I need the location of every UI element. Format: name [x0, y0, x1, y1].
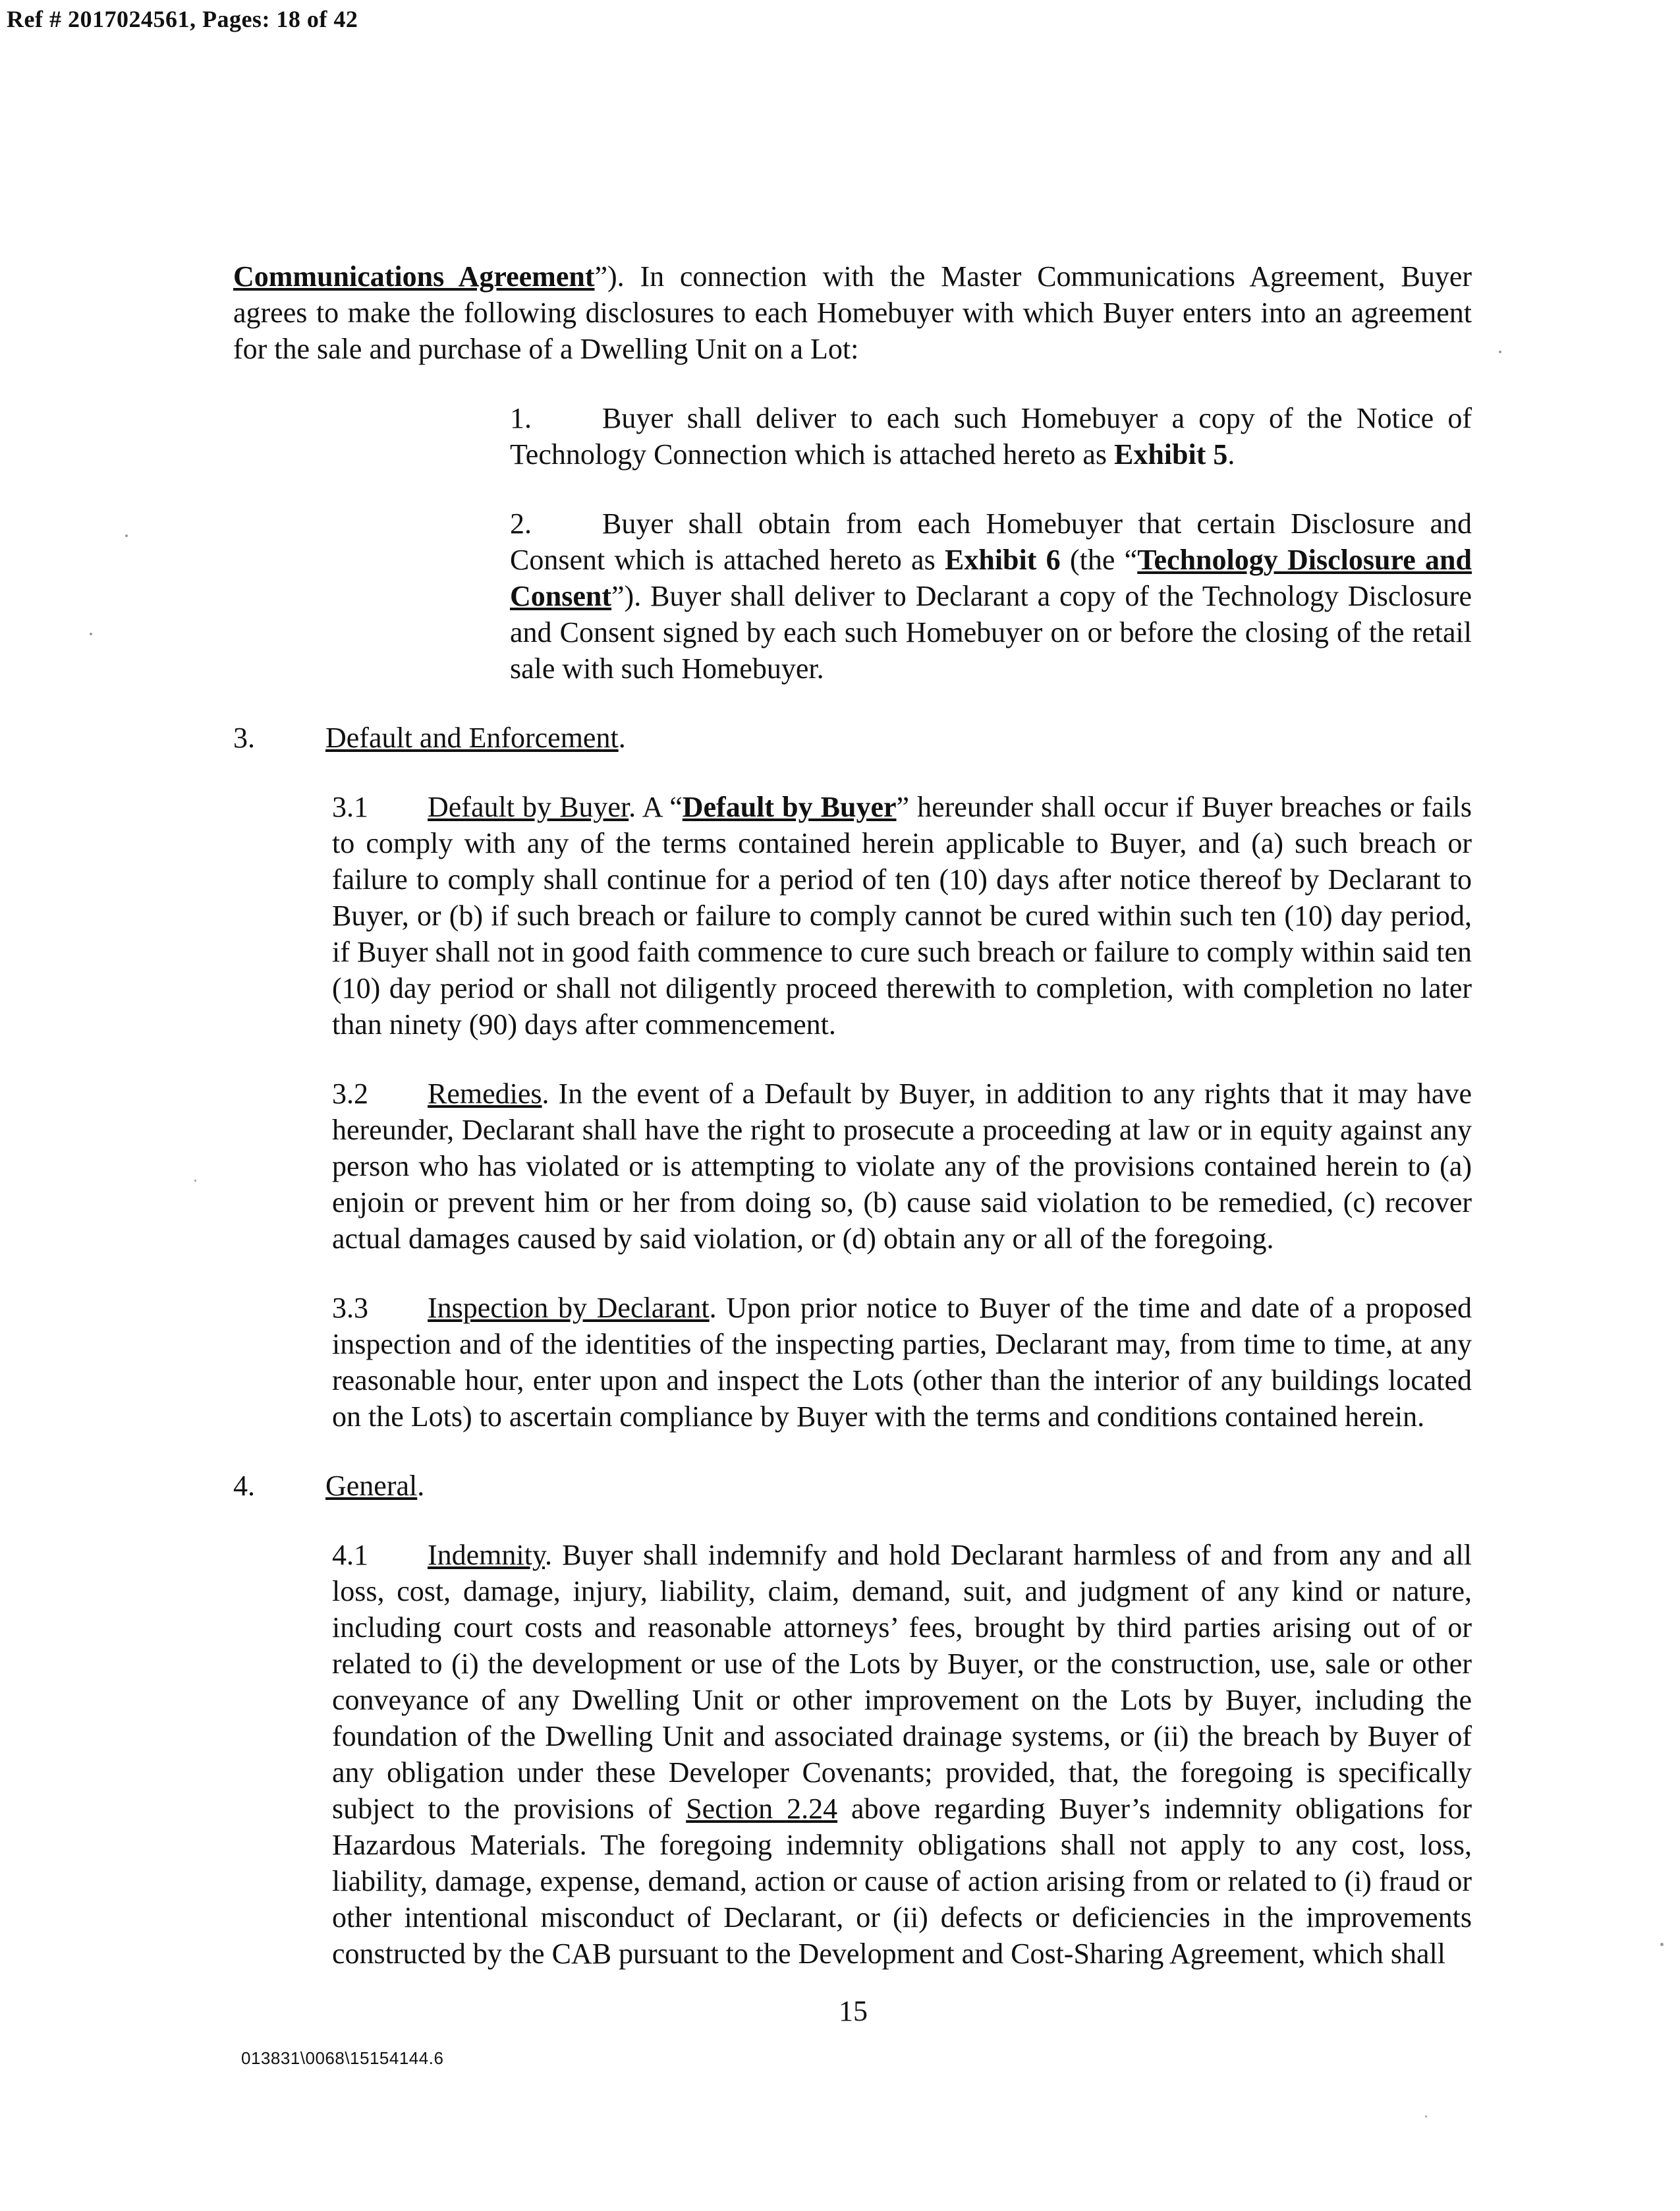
section-3-1-defined-term: Default by Buyer — [682, 791, 897, 823]
section-4-title: General — [325, 1470, 418, 1502]
item-1-exhibit: Exhibit 5 — [1113, 438, 1228, 471]
reference-header: Ref # 2017024561, Pages: 18 of 42 — [7, 6, 358, 32]
section-4-heading — [233, 1468, 1472, 1504]
scan-speck — [1499, 351, 1501, 353]
scan-speck — [90, 633, 92, 635]
section-3-number: 3. — [233, 722, 255, 754]
scan-speck — [1425, 2115, 1427, 2117]
section-3-3-paragraph — [233, 1290, 1472, 1435]
section-3-heading — [233, 720, 1472, 756]
section-3-1-text: ” hereunder shall occur if Buyer breaches or fails to comply with any of the terms contained herein applicable to Buyer, and (a) such breach or failure to comply shall continue for a period of ten (10) days after notice thereof by Declarant to Buyer, or (b) if such breach or failure to comply cannot be cured within such ten (10) day period, if Buyer shall not in good faith commence to cure such breach or failure to comply within said ten (10) day period or shall not diligently proceed therewith to completion, with completion no later than ninety (90) days after commencement. — [332, 791, 1472, 1041]
section-3-title: Default and Enforcement — [325, 722, 619, 754]
document-body — [233, 258, 1472, 1972]
item-2-paragraph — [233, 505, 1472, 687]
page-number: 15 — [839, 1995, 868, 2027]
section-4-1-number: 4.1 — [332, 1539, 368, 1571]
intro-text: ”). In connection with the Master Communications Agreement, Buyer agrees to make the following disclosures to each Homebuyer with which Buyer enters into an agreement for the sale and purchase of a Dwelling Unit on a Lot: — [233, 260, 1472, 365]
document-id: 013831\0068\15154144.6 — [241, 2048, 444, 2068]
section-3-3-number: 3.3 — [332, 1292, 368, 1324]
scan-speck — [194, 1180, 196, 1182]
scan-speck — [1660, 1943, 1664, 1946]
section-3-3-title: Inspection by Declarant — [428, 1292, 710, 1324]
item-2-end: ”). Buyer shall deliver to Declarant a copy of the Technology Disclosure and Consent signed by each such Homebuyer on or before the closing of the retail sale with such Homebuyer. — [510, 580, 1472, 685]
section-3-2-number: 3.2 — [332, 1077, 368, 1110]
section-4-period: . — [417, 1470, 425, 1502]
item-2-mid: (the “ — [1060, 544, 1138, 576]
section-4-number: 4. — [233, 1470, 255, 1502]
item-2-exhibit: Exhibit 6 — [945, 544, 1061, 576]
item-2-text: Buyer shall obtain from each Homebuyer that certain Disclosure and Consent which is attached hereto as — [510, 507, 1472, 576]
section-4-1-title: Indemnity — [428, 1539, 545, 1571]
item-2-defined-term: Technology Disclosure and Consent — [510, 544, 1472, 612]
section-3-2-title: Remedies — [428, 1077, 542, 1110]
section-3-3-text: . Upon prior notice to Buyer of the time and date of a proposed inspection and of the identities of the inspecting parties, Declarant may, from time to time, at any reasonable hour, enter upon and inspect the Lots (other than the interior of any buildings located on the Lots) to ascertain compliance by Buyer with the terms and conditions contained herein. — [332, 1292, 1472, 1433]
section-3-1-title: Default by Buyer — [428, 791, 629, 823]
section-4-1-text-part-1: . Buyer shall indemnify and hold Declarant harmless of and from any and all loss, cost, damage, injury, liability, claim, demand, suit, and judgment of any kind or nature, including court costs and reasonable attorneys’ fees, brought by third parties arising out of or related to (i) the development or use of the Lots by Buyer, or the construction, use, sale or other conveyance of any Dwelling Unit or other improvement on the Lots by Buyer, including the foundation of the Dwelling Unit and associated drainage systems, or (ii) the breach by Buyer of any obligation under these Developer Covenants; provided, that, the foregoing is specifically subject to the provisions of — [332, 1539, 1472, 1825]
intro-defined-term: Communications Agreement — [233, 260, 595, 293]
item-1-paragraph — [233, 400, 1472, 473]
section-3-1-paragraph — [233, 789, 1472, 1043]
item-1-number: 1. — [510, 402, 532, 434]
section-3-1-lead: . A “ — [629, 791, 683, 823]
item-1-text: Buyer shall deliver to each such Homebuyer a copy of the Notice of Technology Connection which is attached hereto as — [510, 402, 1472, 471]
section-3-2-text: . In the event of a Default by Buyer, in addition to any rights that it may have hereunder, Declarant shall have the right to prosecute a proceeding at law or in equity against any person who has violated or is attempting to violate any of the provisions contained herein to (a) enjoin or prevent him or her from doing so, (b) cause said violation to be remedied, (c) recover actual damages caused by said violation, or (d) obtain any or all of the foregoing. — [332, 1077, 1472, 1255]
intro-paragraph — [233, 258, 1472, 367]
section-4-1-paragraph — [233, 1537, 1472, 1972]
section-3-1-number: 3.1 — [332, 791, 368, 823]
scan-speck — [125, 534, 128, 537]
section-3-period: . — [618, 722, 626, 754]
section-3-2-paragraph — [233, 1076, 1472, 1257]
section-2-24-reference: Section 2.24 — [686, 1793, 838, 1825]
item-1-end: . — [1227, 438, 1235, 471]
section-4-1-text-part-2: above regarding Buyer’s indemnity obligations for Hazardous Materials. The foregoing indemnity obligations shall not apply to any cost, loss, liability, damage, expense, demand, action or cause of action arising from or related to (i) fraud or other intentional misconduct of Declarant, or (ii) defects or deficiencies in the improvements constructed by the CAB pursuant to the Development and Cost-Sharing Agreement, which shall — [332, 1793, 1472, 1970]
item-2-number: 2. — [510, 507, 532, 540]
